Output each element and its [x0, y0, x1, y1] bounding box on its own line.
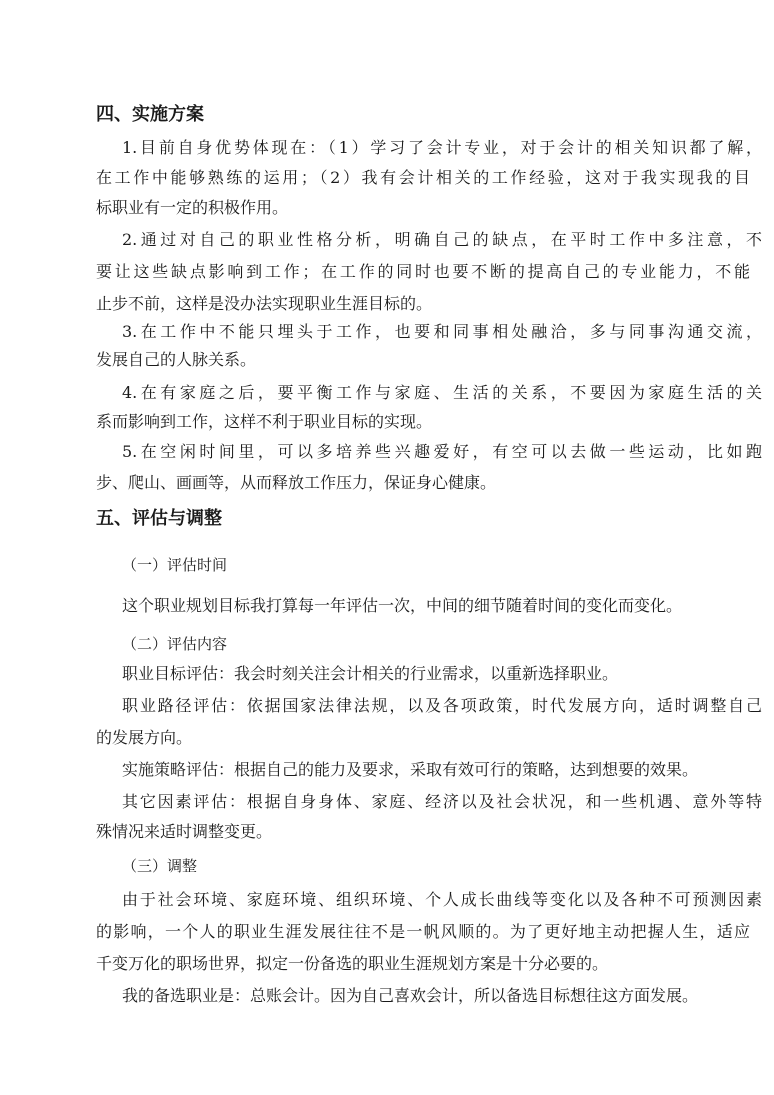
paragraph-line: 2.通过对自己的职业性格分析，明确自己的缺点，在平时工作中多注意，不	[122, 230, 762, 249]
subsection-title: （二）评估内容	[122, 635, 228, 653]
paragraph-line: 由于社会环境、家庭环境、组织环境、个人成长曲线等变化以及各种不可预测因素	[122, 890, 762, 909]
paragraph-line: 这个职业规划目标我打算每一年评估一次，中间的细节随着时间的变化而变化。	[122, 596, 683, 615]
paragraph-line: 的发展方向。	[96, 728, 193, 747]
paragraph-line: 4.在有家庭之后，要平衡工作与家庭、生活的关系，不要因为家庭生活的关	[122, 383, 762, 402]
paragraph-line: 职业目标评估：我会时刻关注会计相关的行业需求，以重新选择职业。	[122, 664, 619, 683]
paragraph-line: 职业路径评估：依据国家法律法规，以及各项政策，时代发展方向，适时调整自己	[122, 696, 762, 715]
section-heading-implementation: 四、实施方案	[96, 104, 204, 125]
subsection-title: （三）调整	[122, 857, 198, 875]
paragraph-line: 发展自己的人脉关系。	[96, 350, 257, 369]
paragraph-line: 殊情况来适时调整变更。	[96, 822, 273, 841]
section-heading-evaluation: 五、评估与调整	[96, 508, 222, 529]
paragraph-line: 标职业有一定的积极作用。	[96, 198, 289, 217]
paragraph-line: 的影响，一个人的职业生涯发展往往不是一帆风顺的。为了更好地主动把握人生，适应	[96, 922, 750, 941]
subsection-title: （一）评估时间	[122, 556, 228, 574]
paragraph-line: 要让这些缺点影响到工作；在工作的同时也要不断的提高自己的专业能力，不能	[96, 262, 750, 281]
paragraph-line: 我的备选职业是：总账会计。因为自己喜欢会计，所以备选目标想往这方面发展。	[122, 986, 699, 1005]
paragraph-line: 5.在空闲时间里，可以多培养些兴趣爱好，有空可以去做一些运动，比如跑	[122, 442, 762, 461]
paragraph-line: 其它因素评估：根据自身身体、家庭、经济以及社会状况，和一些机遇、意外等特	[122, 792, 762, 811]
paragraph-line: 1.目前自身优势体现在：（1）学习了会计专业，对于会计的相关知识都了解，	[122, 138, 762, 157]
paragraph-line: 止步不前，这样是没办法实现职业生涯目标的。	[96, 294, 433, 313]
paragraph-line: 在工作中能够熟练的运用；（2）我有会计相关的工作经验，这对于我实现我的目	[96, 168, 750, 187]
paragraph-line: 千变万化的职场世界，拟定一份备选的职业生涯规划方案是十分必要的。	[96, 954, 609, 973]
paragraph-line: 系而影响到工作，这样不利于职业目标的实现。	[96, 412, 433, 431]
paragraph-line: 实施策略评估：根据自己的能力及要求，采取有效可行的策略，达到想要的效果。	[122, 760, 699, 779]
paragraph-line: 步、爬山、画画等，从而释放工作压力，保证身心健康。	[96, 473, 497, 492]
paragraph-line: 3.在工作中不能只埋头于工作，也要和同事相处融洽，多与同事沟通交流，	[122, 322, 762, 341]
